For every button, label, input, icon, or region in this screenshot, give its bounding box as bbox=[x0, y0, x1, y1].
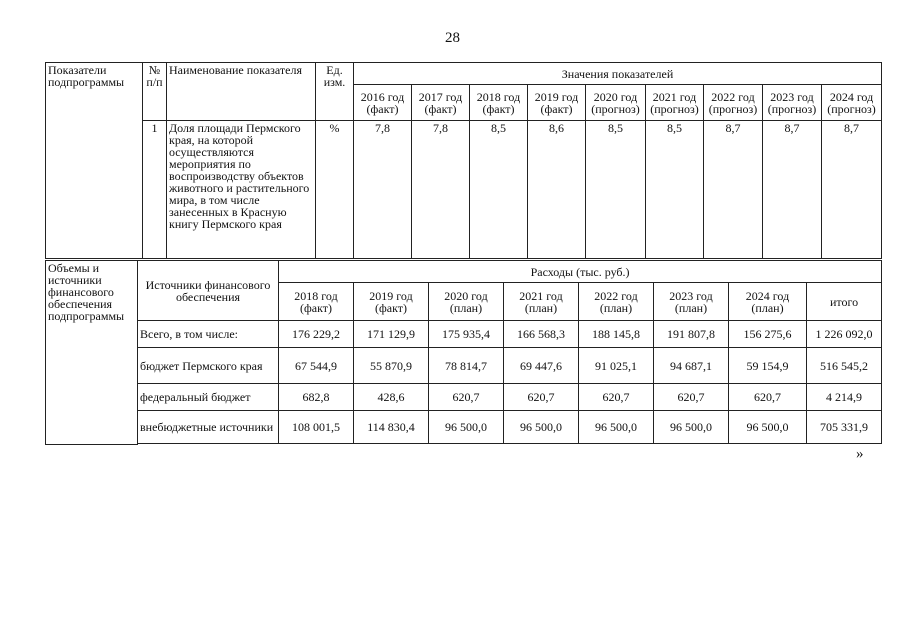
expense-value: 91 025,1 bbox=[579, 348, 654, 384]
expense-value: 176 229,2 bbox=[279, 321, 354, 348]
year-header: 2016 год (факт) bbox=[354, 85, 412, 121]
expense-value: 428,6 bbox=[354, 384, 429, 411]
year-header: 2022 год (прогноз) bbox=[704, 85, 763, 121]
expense-value: 175 935,4 bbox=[429, 321, 504, 348]
indicator-value: 7,8 bbox=[412, 121, 470, 259]
expense-value: 166 568,3 bbox=[504, 321, 579, 348]
expense-value: 191 807,8 bbox=[654, 321, 729, 348]
expense-value: 96 500,0 bbox=[729, 411, 807, 444]
expense-value: 171 129,9 bbox=[354, 321, 429, 348]
row-number: 1 bbox=[143, 121, 167, 259]
expense-value: 620,7 bbox=[429, 384, 504, 411]
financing-section-label: Объемы и источники финансового обеспечения подпрограммы bbox=[46, 261, 138, 445]
source-label: Всего, в том числе: bbox=[138, 321, 279, 348]
fin-year-header: 2024 год (план) bbox=[729, 283, 807, 321]
expense-value: 96 500,0 bbox=[429, 411, 504, 444]
year-header: 2020 год (прогноз) bbox=[586, 85, 646, 121]
expense-value: 78 814,7 bbox=[429, 348, 504, 384]
indicators-table bbox=[45, 62, 882, 259]
expense-value: 108 001,5 bbox=[279, 411, 354, 444]
expense-value: 96 500,0 bbox=[654, 411, 729, 444]
expense-value: 4 214,9 bbox=[807, 384, 882, 411]
indicator-value: 8,6 bbox=[528, 121, 586, 259]
expenses-header: Расходы (тыс. руб.) bbox=[279, 261, 882, 283]
expense-value: 96 500,0 bbox=[579, 411, 654, 444]
fin-year-header: 2023 год (план) bbox=[654, 283, 729, 321]
spacer bbox=[138, 444, 882, 445]
year-header: 2021 год (прогноз) bbox=[646, 85, 704, 121]
expense-value: 114 830,4 bbox=[354, 411, 429, 444]
fin-year-header: 2019 год (факт) bbox=[354, 283, 429, 321]
indicator-value: 8,5 bbox=[470, 121, 528, 259]
fin-year-header: итого bbox=[807, 283, 882, 321]
indicator-name: Доля площади Пермского края, на которой осуществляются мероприятия по воспроизводству объектов животного и растительного мира, в том числе занесенных в Красную книгу Пермского края bbox=[167, 121, 316, 259]
expense-value: 620,7 bbox=[729, 384, 807, 411]
expense-value: 620,7 bbox=[504, 384, 579, 411]
indicator-unit: % bbox=[316, 121, 354, 259]
indicator-value: 8,5 bbox=[586, 121, 646, 259]
closing-quote: » bbox=[856, 446, 864, 462]
indicator-value: 8,7 bbox=[822, 121, 882, 259]
expense-value: 516 545,2 bbox=[807, 348, 882, 384]
financing-table bbox=[45, 260, 882, 445]
unit-header: Ед. изм. bbox=[316, 63, 354, 121]
source-label: бюджет Пермского края bbox=[138, 348, 279, 384]
year-header: 2024 год (прогноз) bbox=[822, 85, 882, 121]
expense-value: 55 870,9 bbox=[354, 348, 429, 384]
year-header: 2023 год (прогноз) bbox=[763, 85, 822, 121]
expense-value: 188 145,8 bbox=[579, 321, 654, 348]
expense-value: 682,8 bbox=[279, 384, 354, 411]
expense-value: 67 544,9 bbox=[279, 348, 354, 384]
year-header: 2017 год (факт) bbox=[412, 85, 470, 121]
expense-value: 705 331,9 bbox=[807, 411, 882, 444]
expense-value: 156 275,6 bbox=[729, 321, 807, 348]
source-label: федеральный бюджет bbox=[138, 384, 279, 411]
expense-value: 94 687,1 bbox=[654, 348, 729, 384]
page-number: 28 bbox=[445, 30, 460, 46]
fin-year-header: 2022 год (план) bbox=[579, 283, 654, 321]
values-header: Значения показателей bbox=[354, 63, 882, 85]
expense-value: 69 447,6 bbox=[504, 348, 579, 384]
expense-value: 59 154,9 bbox=[729, 348, 807, 384]
indicators-section-label: Показатели подпрограммы bbox=[46, 63, 143, 259]
indicator-value: 8,7 bbox=[763, 121, 822, 259]
fin-year-header: 2021 год (план) bbox=[504, 283, 579, 321]
fin-year-header: 2018 год (факт) bbox=[279, 283, 354, 321]
indicator-value: 8,5 bbox=[646, 121, 704, 259]
expense-value: 1 226 092,0 bbox=[807, 321, 882, 348]
indicator-value: 8,7 bbox=[704, 121, 763, 259]
year-header: 2018 год (факт) bbox=[470, 85, 528, 121]
expense-value: 620,7 bbox=[579, 384, 654, 411]
expense-value: 620,7 bbox=[654, 384, 729, 411]
fin-year-header: 2020 год (план) bbox=[429, 283, 504, 321]
sources-header: Источники финансового обеспечения bbox=[138, 261, 279, 321]
indicator-value: 7,8 bbox=[354, 121, 412, 259]
num-header: № п/п bbox=[143, 63, 167, 121]
year-header: 2019 год (факт) bbox=[528, 85, 586, 121]
expense-value: 96 500,0 bbox=[504, 411, 579, 444]
source-label: внебюджетные источники bbox=[138, 411, 279, 444]
name-header: Наименование показателя bbox=[167, 63, 316, 121]
